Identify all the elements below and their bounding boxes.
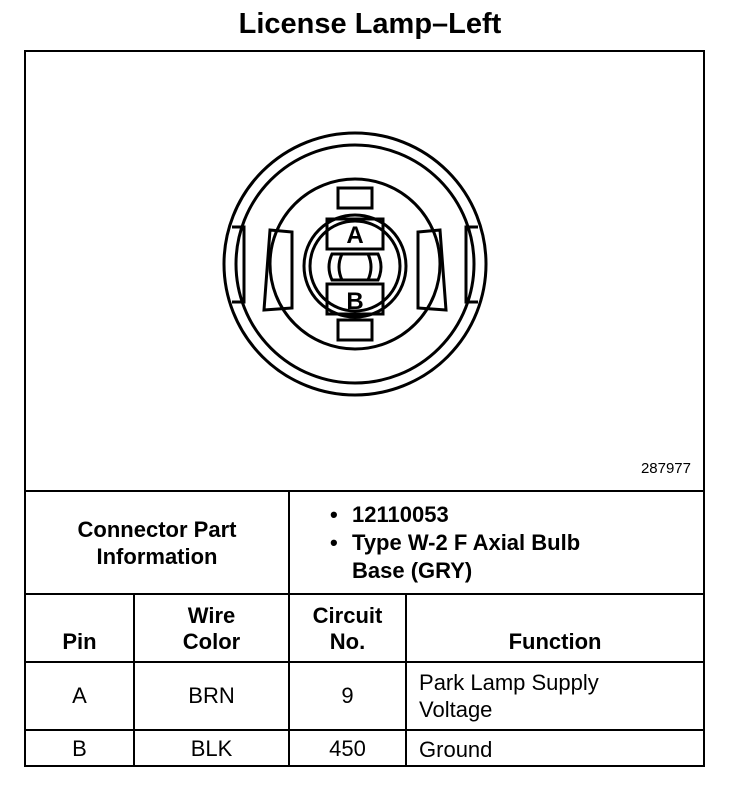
connector-diagram <box>26 52 703 492</box>
table-row <box>26 730 703 767</box>
wire-color-cell: BRN <box>134 662 289 730</box>
circuit-cell: 9 <box>289 662 406 730</box>
pin-a-label: A <box>346 222 364 249</box>
header-function: Function <box>406 594 703 662</box>
header-wire-color: Wire Color <box>134 594 289 662</box>
description-line1: Type W-2 F Axial Bulb <box>352 529 581 555</box>
bullet: • <box>330 529 338 555</box>
pin-b-label: B <box>346 288 364 315</box>
bulb-wedge <box>329 254 381 280</box>
connector-info-details <box>289 492 703 594</box>
connector-panel <box>24 50 705 767</box>
table-header-row <box>26 594 703 662</box>
connector-table <box>26 492 703 767</box>
socket-ring <box>270 179 440 349</box>
part-number: 12110053 <box>352 501 449 527</box>
description-item <box>330 529 703 585</box>
wire-color-cell: BLK <box>134 730 289 767</box>
pin-cell: A <box>26 662 134 730</box>
circuit-cell: 450 <box>289 730 406 767</box>
bulb-wedge-left-curve <box>339 254 342 280</box>
function-cell: Park Lamp Supply Voltage <box>406 662 703 730</box>
connector-face-drawing <box>26 52 703 490</box>
outer-ring <box>224 133 486 395</box>
inner-ring <box>236 145 474 383</box>
connector-info-label-line2: Information <box>96 543 218 569</box>
bulb-wedge-right-curve <box>368 254 371 280</box>
description-line2: Base (GRY) <box>352 557 473 583</box>
diagram-title: License Lamp–Left <box>238 8 502 40</box>
reference-number: 287977 <box>640 460 691 477</box>
header-circuit: Circuit No. <box>289 594 406 662</box>
table-row <box>26 662 703 730</box>
connector-info-label-line1: Connector Part <box>77 516 237 542</box>
connector-info-row <box>26 492 703 594</box>
connector-info-label <box>26 492 289 594</box>
function-cell: Ground <box>406 730 703 767</box>
top-key-tab <box>338 188 372 208</box>
part-number-item <box>330 501 703 529</box>
bottom-key-tab <box>338 320 372 340</box>
pin-cell: B <box>26 730 134 767</box>
bullet: • <box>330 501 338 527</box>
header-pin: Pin <box>26 594 134 662</box>
